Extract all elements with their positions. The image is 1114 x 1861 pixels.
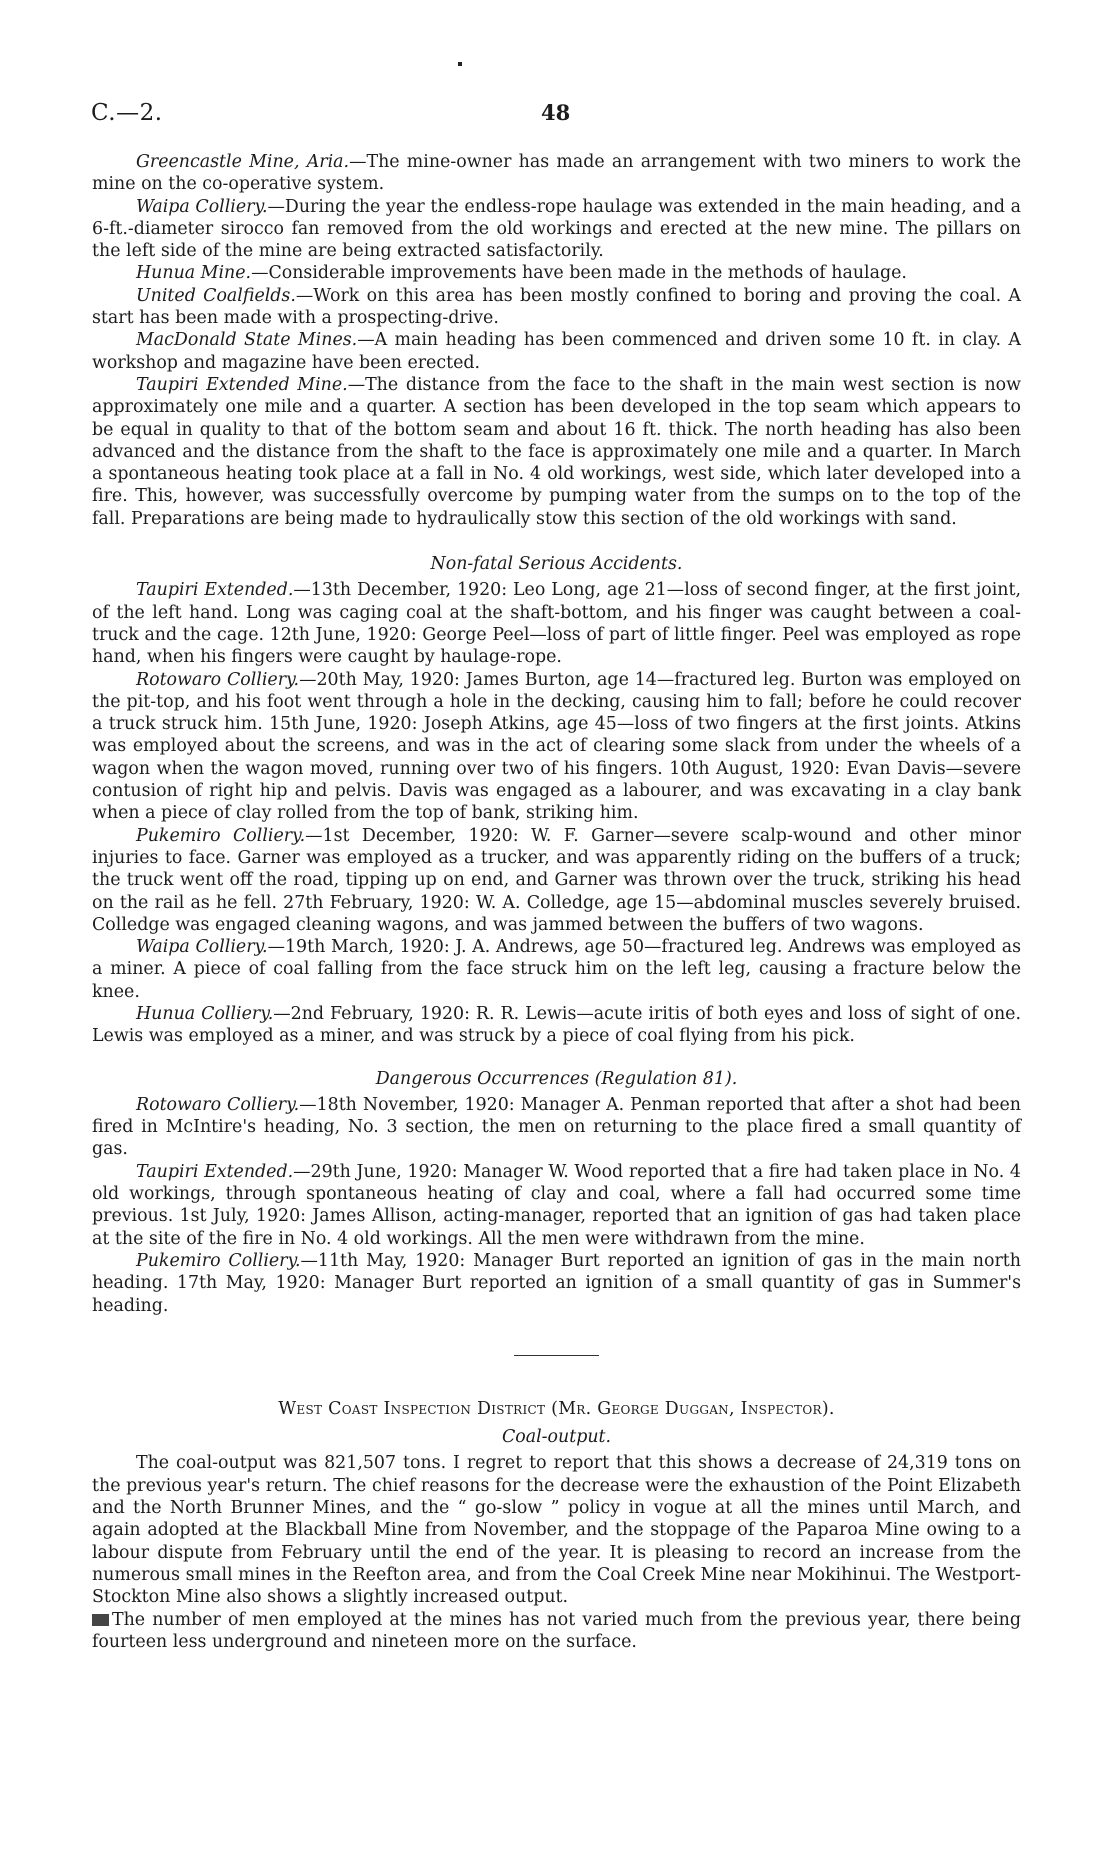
district-heading: West Coast Inspection District (Mr. George Duggan, Inspector). (278, 1398, 835, 1419)
ink-blot-icon (92, 1614, 109, 1626)
paragraph-occurrence-taupiri (92, 1161, 1021, 1250)
paragraph-lead: Hunua Mine. (136, 263, 252, 284)
paragraph-coal-output: The coal-output was 821,507 tons. I regret to report that this shows a decrease of 24,319 tons on the previous year's return. The chief reasons for the decrease were the exhaustion of the Point Elizabeth and the North Brunner Mines, and the “ go-slow ” policy in vogue at all the mines until March, and again adopted at the Blackball Mine from November, and the stoppage of the Paparoa Mine owing to a labour dispute from February until the end of the year. It is pleasing to record an increase from the numerous small mines in the Reefton area, and from the Coal Creek Mine near Mokihinui. The Westport-Stockton Mine also shows a slightly increased output. (92, 1453, 1021, 1608)
paragraph-macdonald (92, 329, 1021, 374)
paragraph-occurrence-rotowaro (92, 1094, 1021, 1161)
page-number: 48 (541, 100, 571, 125)
paragraph-occurrence-pukemiro (92, 1250, 1021, 1317)
paragraph-greencastle (92, 151, 1021, 196)
section-heading-accidents: Non-fatal Serious Accidents. (430, 554, 683, 575)
paragraph-accident-waipa (92, 936, 1021, 1003)
paragraph-text: —2nd February, 1920: R. R. Lewis—acute iritis of both eyes and loss of sight of one. Lewis was employed as a miner, and was struck by a piece of coal flying from his pick. (92, 1003, 1021, 1047)
paragraph-lead: Taupiri Extended Mine. (136, 374, 348, 395)
paragraph-text: —19th March, 1920: J. A. Andrews, age 50—fractured leg. Andrews was employed as a miner. A piece of coal falling from the face struck him on the left leg, causing a fracture below the knee. (92, 937, 1021, 1002)
paragraph-accident-taupiri (92, 579, 1021, 668)
paragraph-text: —A main heading has been commenced and driven some 10 ft. in clay. A workshop and magazine have been erected. (92, 330, 1021, 373)
document-body (92, 151, 1021, 1653)
paragraph-men-employed (92, 1609, 1021, 1654)
paragraph-lead: Rotowaro Colliery. (136, 1094, 300, 1115)
paragraph-text: —During the year the endless-rope haulage was extended in the main heading, and a 6-ft.-diameter sirocco fan removed from the old workings and erected at the new mine. The pillars on the left side of the mine are being extracted satisfactorily. (92, 196, 1022, 262)
paragraph-lead: Rotowaro Colliery. (136, 669, 300, 690)
paragraph-text: —11th May, 1920: Manager Burt reported an ignition of gas in the main north heading. 17th May, 1920: Manager Burt reported an ignition of a small quantity of gas in Summer's heading. (92, 1250, 1021, 1316)
paragraph-lead: Waipa Colliery. (136, 196, 268, 217)
paragraph-text: —20th May, 1920: James Burton, age 14—fractured leg. Burton was employed on the pit-top, and his foot went through a hole in the decking, causing him to fall; before he could recover a truck struck him. 15th June, 1920: Joseph Atkins, age 45—loss of two fingers at the first joints. Atkins was employed about the screens, and was in the act of clearing some slack from under the wheels of a wagon when the wagon moved, running over two of his fingers. 10th August, 1920: Evan Davis—severe contusion of right hip and pelvis. Davis was engaged as a labourer, and was excavating in a clay bank when a piece of clay rolled from the top of bank, striking him. (92, 669, 1021, 824)
paragraph-text: —18th November, 1920: Manager A. Penman reported that after a shot had been fired in McIntire's heading, No. 3 section, the men on returning to the place fired a small quantity of gas. (92, 1094, 1022, 1160)
paragraph-lead: Pukemiro Colliery. (136, 825, 306, 846)
paragraph-text: —13th December, 1920: Leo Long, age 21—loss of second finger, at the first joint, of the left hand. Long was caging coal at the shaft-bottom, and his finger was caught between a coal-truck and the cage. 12th June, 1920: George Peel—loss of part of little finger. Peel was employed as rope hand, when his fingers were caught by haulage-rope. (92, 580, 1021, 668)
paragraph-text: —The mine-owner has made an arrangement with two miners to work the mine on the co-operative system. (92, 152, 1022, 195)
paragraph-lead: MacDonald State Mines. (136, 330, 358, 351)
paragraph-lead: Waipa Colliery. (136, 937, 268, 958)
paragraph-lead: Greencastle Mine, Aria. (136, 152, 350, 172)
paragraph-accident-pukemiro (92, 825, 1021, 936)
paragraph-waipa (92, 196, 1021, 263)
paragraph-text: —The distance from the face to the shaft in the main west section is now approximately one mile and a quarter. A section has been developed in the top seam which appears to be equal in quality to that of the bottom seam and about 16 ft. thick. The north heading has also been advanced and the distance from the shaft to the face is approximately one mile and a quarter. In March a spontaneous heating took place at a fall in No. 4 old workings, west side, which later developed into a fire. This, however, was successfully overcome by pumping water from the sumps on to the top of the fall. Preparations are being made to hydraulically stow this section of the old workings with sand. (92, 374, 1022, 529)
paragraph-text: —1st December, 1920: W. F. Garner—severe scalp-wound and other minor injuries to face. Garner was employed as a trucker, and was apparently riding on the buffers of a truck; the truck went off the road, tipping up on end, and Garner was thrown over the truck, striking his head on the rail as he fell. 27th February, 1920: W. A. Colledge, age 15—abdominal muscles severely bruised. Colledge was engaged cleaning wagons, and was jammed between the buffers of two wagons. (92, 825, 1021, 935)
paragraph-taupiri (92, 374, 1021, 530)
paragraph-text: —29th June, 1920: Manager W. Wood reported that a fire had taken place in No. 4 old workings, through spontaneous heating of clay and coal, where a fall had occurred some time previous. 1st July, 1920: James Allison, acting-manager, reported that an ignition of gas had taken place at the site of the fire in No. 4 old workings. All the men were withdrawn from the mine. (92, 1161, 1021, 1249)
paragraph-text: The number of men employed at the mines has not varied much from the previous year, there being fourteen less underground and nineteen more on the surface. (92, 1609, 1021, 1652)
paragraph-accident-hunua (92, 1003, 1021, 1048)
paragraph-hunua (92, 262, 1021, 284)
paragraph-accident-rotowaro (92, 669, 1021, 825)
section-heading-dangerous-occurrences: Dangerous Occurrences (Regulation 81). (375, 1068, 738, 1089)
paragraph-lead: Hunua Colliery. (136, 1003, 274, 1024)
paragraph-lead: Taupiri Extended. (136, 1161, 294, 1182)
document-reference: C.—2. (91, 100, 163, 126)
section-divider (514, 1355, 599, 1356)
paragraph-lead: Pukemiro Colliery. (136, 1250, 301, 1271)
paragraph-lead: United Coalfields. (136, 285, 296, 306)
paragraph-text: —Work on this area has been mostly confined to boring and proving the coal. A start has been made with a prospecting-drive. (92, 285, 1021, 329)
page-mark (458, 62, 462, 66)
paragraph-united-coalfields (92, 285, 1021, 330)
paragraph-lead: Taupiri Extended. (136, 580, 294, 601)
paragraph-text: —Considerable improvements have been made in the methods of haulage. (251, 263, 907, 284)
coal-output-heading: Coal-output. (501, 1427, 612, 1448)
